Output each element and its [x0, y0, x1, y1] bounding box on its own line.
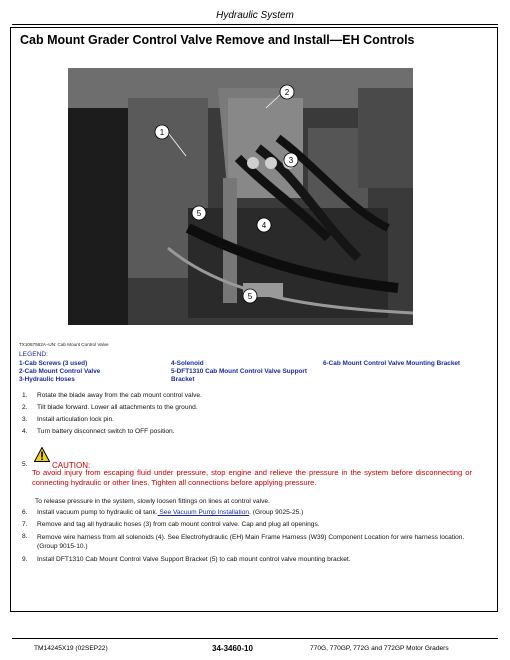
footer-page-number: 34-3460-10 — [212, 644, 253, 653]
legend-item: 4-Solenoid — [171, 360, 204, 367]
caution-label: CAUTION: — [52, 461, 91, 470]
caution-followup: To release pressure in the system, slowly loosen fittings on lines at control valve. — [35, 498, 270, 505]
step-item: 4. Turn battery disconnect switch to OFF position. — [22, 428, 175, 435]
step-item: 3. Install articulation lock pin. — [22, 416, 114, 423]
callout-2-label: 2 — [284, 88, 290, 97]
step-item: 8. Remove wire harness from all solenoids (4). See Electrohydraulic (EH) Main Frame Harness (W39) Component Location for wire harness location. (Group 9015-10.) — [22, 533, 465, 550]
valve-photo-illustration — [68, 68, 413, 325]
callout-1-label: 1 — [159, 128, 165, 137]
callout-5b-label: 5 — [247, 292, 253, 301]
callout-4-label: 4 — [261, 221, 267, 230]
page-header-title: Hydraulic System — [216, 10, 294, 21]
legend-item: 6-Cab Mount Control Valve Mounting Bracket — [323, 360, 461, 367]
header-rule — [12, 24, 498, 25]
step-item: 2. Tilt blade forward. Lower all attachments to the ground. — [22, 404, 198, 411]
legend-item: 3-Hydraulic Hoses — [19, 376, 75, 383]
callout-3-label: 3 — [288, 156, 294, 165]
legend-item: 5-DFT1310 Cab Mount Control Valve Support — [171, 368, 307, 375]
step-item: 6. Install vacuum pump to hydraulic oil tank. See Vacuum Pump Installation. (Group 9025-25.) — [22, 509, 304, 516]
step-item: 1. Rotate the blade away from the cab mount control valve. — [22, 392, 202, 399]
section-title: Cab Mount Grader Control Valve Remove and Install—EH Controls — [20, 33, 415, 47]
legend-heading: LEGEND: — [19, 351, 48, 358]
legend-item: Bracket — [171, 376, 195, 383]
vacuum-pump-installation-link[interactable]: See Vacuum Pump Installation — [157, 509, 250, 516]
footer-model-range: 770G, 770GP, 772G and 772GP Motor Graders — [310, 645, 449, 652]
caution-step-number: 5. — [22, 461, 28, 468]
callout-5a-label: 5 — [196, 209, 202, 218]
figure-caption: TX1067562A–UN: Cab Mount Control Valve — [19, 342, 109, 347]
step-item: 9. Install DFT1310 Cab Mount Control Valve Support Bracket (5) to cab mount control valve mounting bracket. — [22, 556, 351, 563]
warning-triangle-icon — [34, 447, 50, 462]
valve-photo — [68, 68, 413, 325]
footer-doc-id: TM14245X19 (02SEP22) — [34, 645, 108, 652]
caution-text: To avoid injury from escaping fluid under pressure, stop engine and relieve the pressure in the system before disconnecting or connecting hydraulic or other lines. Tighten all connections before applying pressure. — [32, 468, 472, 487]
legend-item: 1-Cab Screws (3 used) — [19, 360, 88, 367]
step-item: 7. Remove and tag all hydraulic hoses (3) from cab mount control valve. Cap and plug all openings. — [22, 521, 320, 528]
footer-rule — [12, 638, 498, 639]
legend-item: 2-Cab Mount Control Valve — [19, 368, 101, 375]
